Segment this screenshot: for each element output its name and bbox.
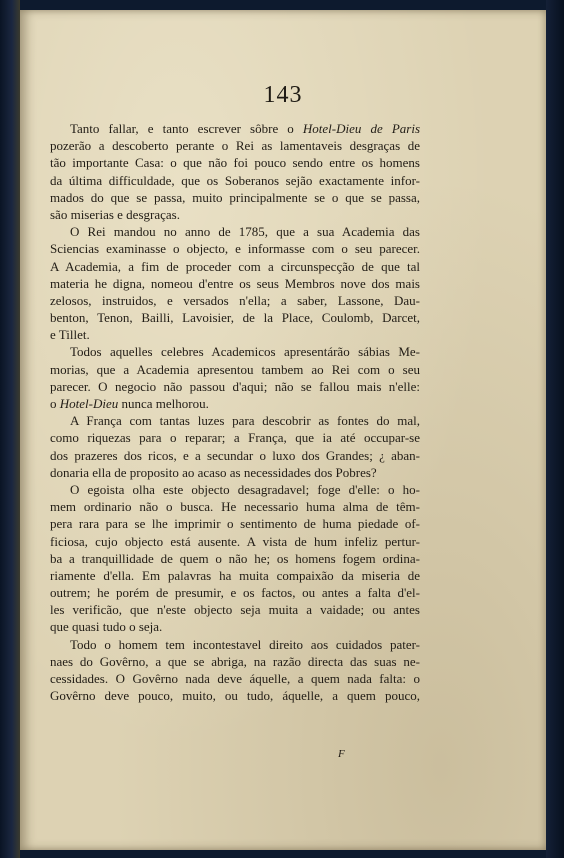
page-number: 143 — [263, 82, 303, 108]
text-line: Todos aquelles celebres Academicos apresentárão sábias Me- — [70, 344, 420, 360]
body-text — [50, 120, 420, 704]
text-line: parecer. O negocio não passou d'aqui; não se fallou mais n'elle: — [50, 378, 420, 394]
text-line: materia he digna, nomeou d'entre os seus Membros nove dos mais — [50, 275, 420, 291]
text-line: como riquezas para o reparar; a França, que ia até occupar-se — [50, 430, 420, 446]
text-line: o Hotel-Dieu nunca melhorou. — [50, 396, 209, 411]
text-line: tão importante Casa: o que não foi pouco sendo entre os homens — [50, 155, 420, 171]
text-line: Todo o homem tem incontestavel direito aos cuidados pater- — [70, 636, 420, 652]
text-line: Govêrno deve pouco, muito, ou tudo, áquelle, a quem pouco, — [50, 688, 420, 704]
text-line: outrem; he porém de presumir, e os factos, ou antes a falta d'el- — [50, 585, 420, 601]
text-line: pozerão a descoberto perante o Rei as lamentaveis desgraças de — [50, 138, 420, 154]
text-line: e Tillet. — [50, 327, 90, 343]
text-line: Tanto fallar, e tanto escrever sôbre o Hotel-Dieu de Paris — [70, 121, 421, 136]
text-line: Sciencias examinasse o objecto, e informasse com o seu parecer. — [50, 241, 420, 257]
text-line: benton, Tenon, Bailli, Lavoisier, de la Place, Coulomb, Darcet, — [50, 310, 420, 326]
book-edge-right — [546, 0, 564, 858]
book-page — [20, 10, 546, 850]
text-line: pera rara para se lhe imprimir o sentimento de huma piedade of- — [50, 516, 420, 532]
text-line: morias, que a Academia apresentou tambem ao Rei com o seu — [50, 361, 420, 377]
signature-mark: F — [338, 748, 345, 760]
text-line: são miserias e desgraças. — [50, 206, 180, 222]
text-line: O Rei mandou no anno de 1785, que a sua Academia das — [70, 224, 420, 240]
text-line: da última difficuldade, que os Soberanos sejão exactamente infor- — [50, 172, 420, 188]
text-line: les verificão, que n'este objecto seja muita a vaidade; ou antes — [50, 602, 420, 618]
book-spine-left — [0, 0, 20, 858]
text-line: donaria ella de proposito ao acaso as necessidades dos Pobres? — [50, 464, 377, 480]
text-line: riamente d'ella. Em palavras ha muita compaixão da miseria de — [50, 567, 420, 583]
text-line: naes do Govêrno, a que se abriga, na razão directa das suas ne- — [50, 653, 420, 669]
text-line: que quasi tudo o seja. — [50, 619, 163, 635]
text-line: ba a tranquillidade de quem o não he; os homens fogem ordina- — [50, 550, 420, 566]
text-line: cessidades. O Govêrno nada deve áquelle, a quem nada falta: o — [50, 671, 420, 686]
text-line: ficiosa, cujo objecto está ausente. A vista de hum infeliz pertur- — [50, 533, 420, 549]
text-line: zelosos, instruidos, e versados n'ella; a saber, Lassone, Dau- — [50, 292, 420, 308]
text-line: mados do que se passa, muito principalmente se o que se passa, — [50, 189, 420, 205]
text-line: O egoista olha este objecto desagradavel; foge d'elle: o ho- — [70, 481, 420, 497]
text-line: A França com tantas luzes para descobrir as fontes do mal, — [70, 413, 420, 429]
text-line: dos prazeres dos ricos, e a secundar o luxo dos Grandes; ¿ aban- — [50, 447, 420, 463]
text-line: mem ordinario não o busca. He necessario huma alma de têm- — [50, 499, 420, 515]
text-line: A Academia, a fim de proceder com a circunspecção de que tal — [50, 258, 420, 274]
